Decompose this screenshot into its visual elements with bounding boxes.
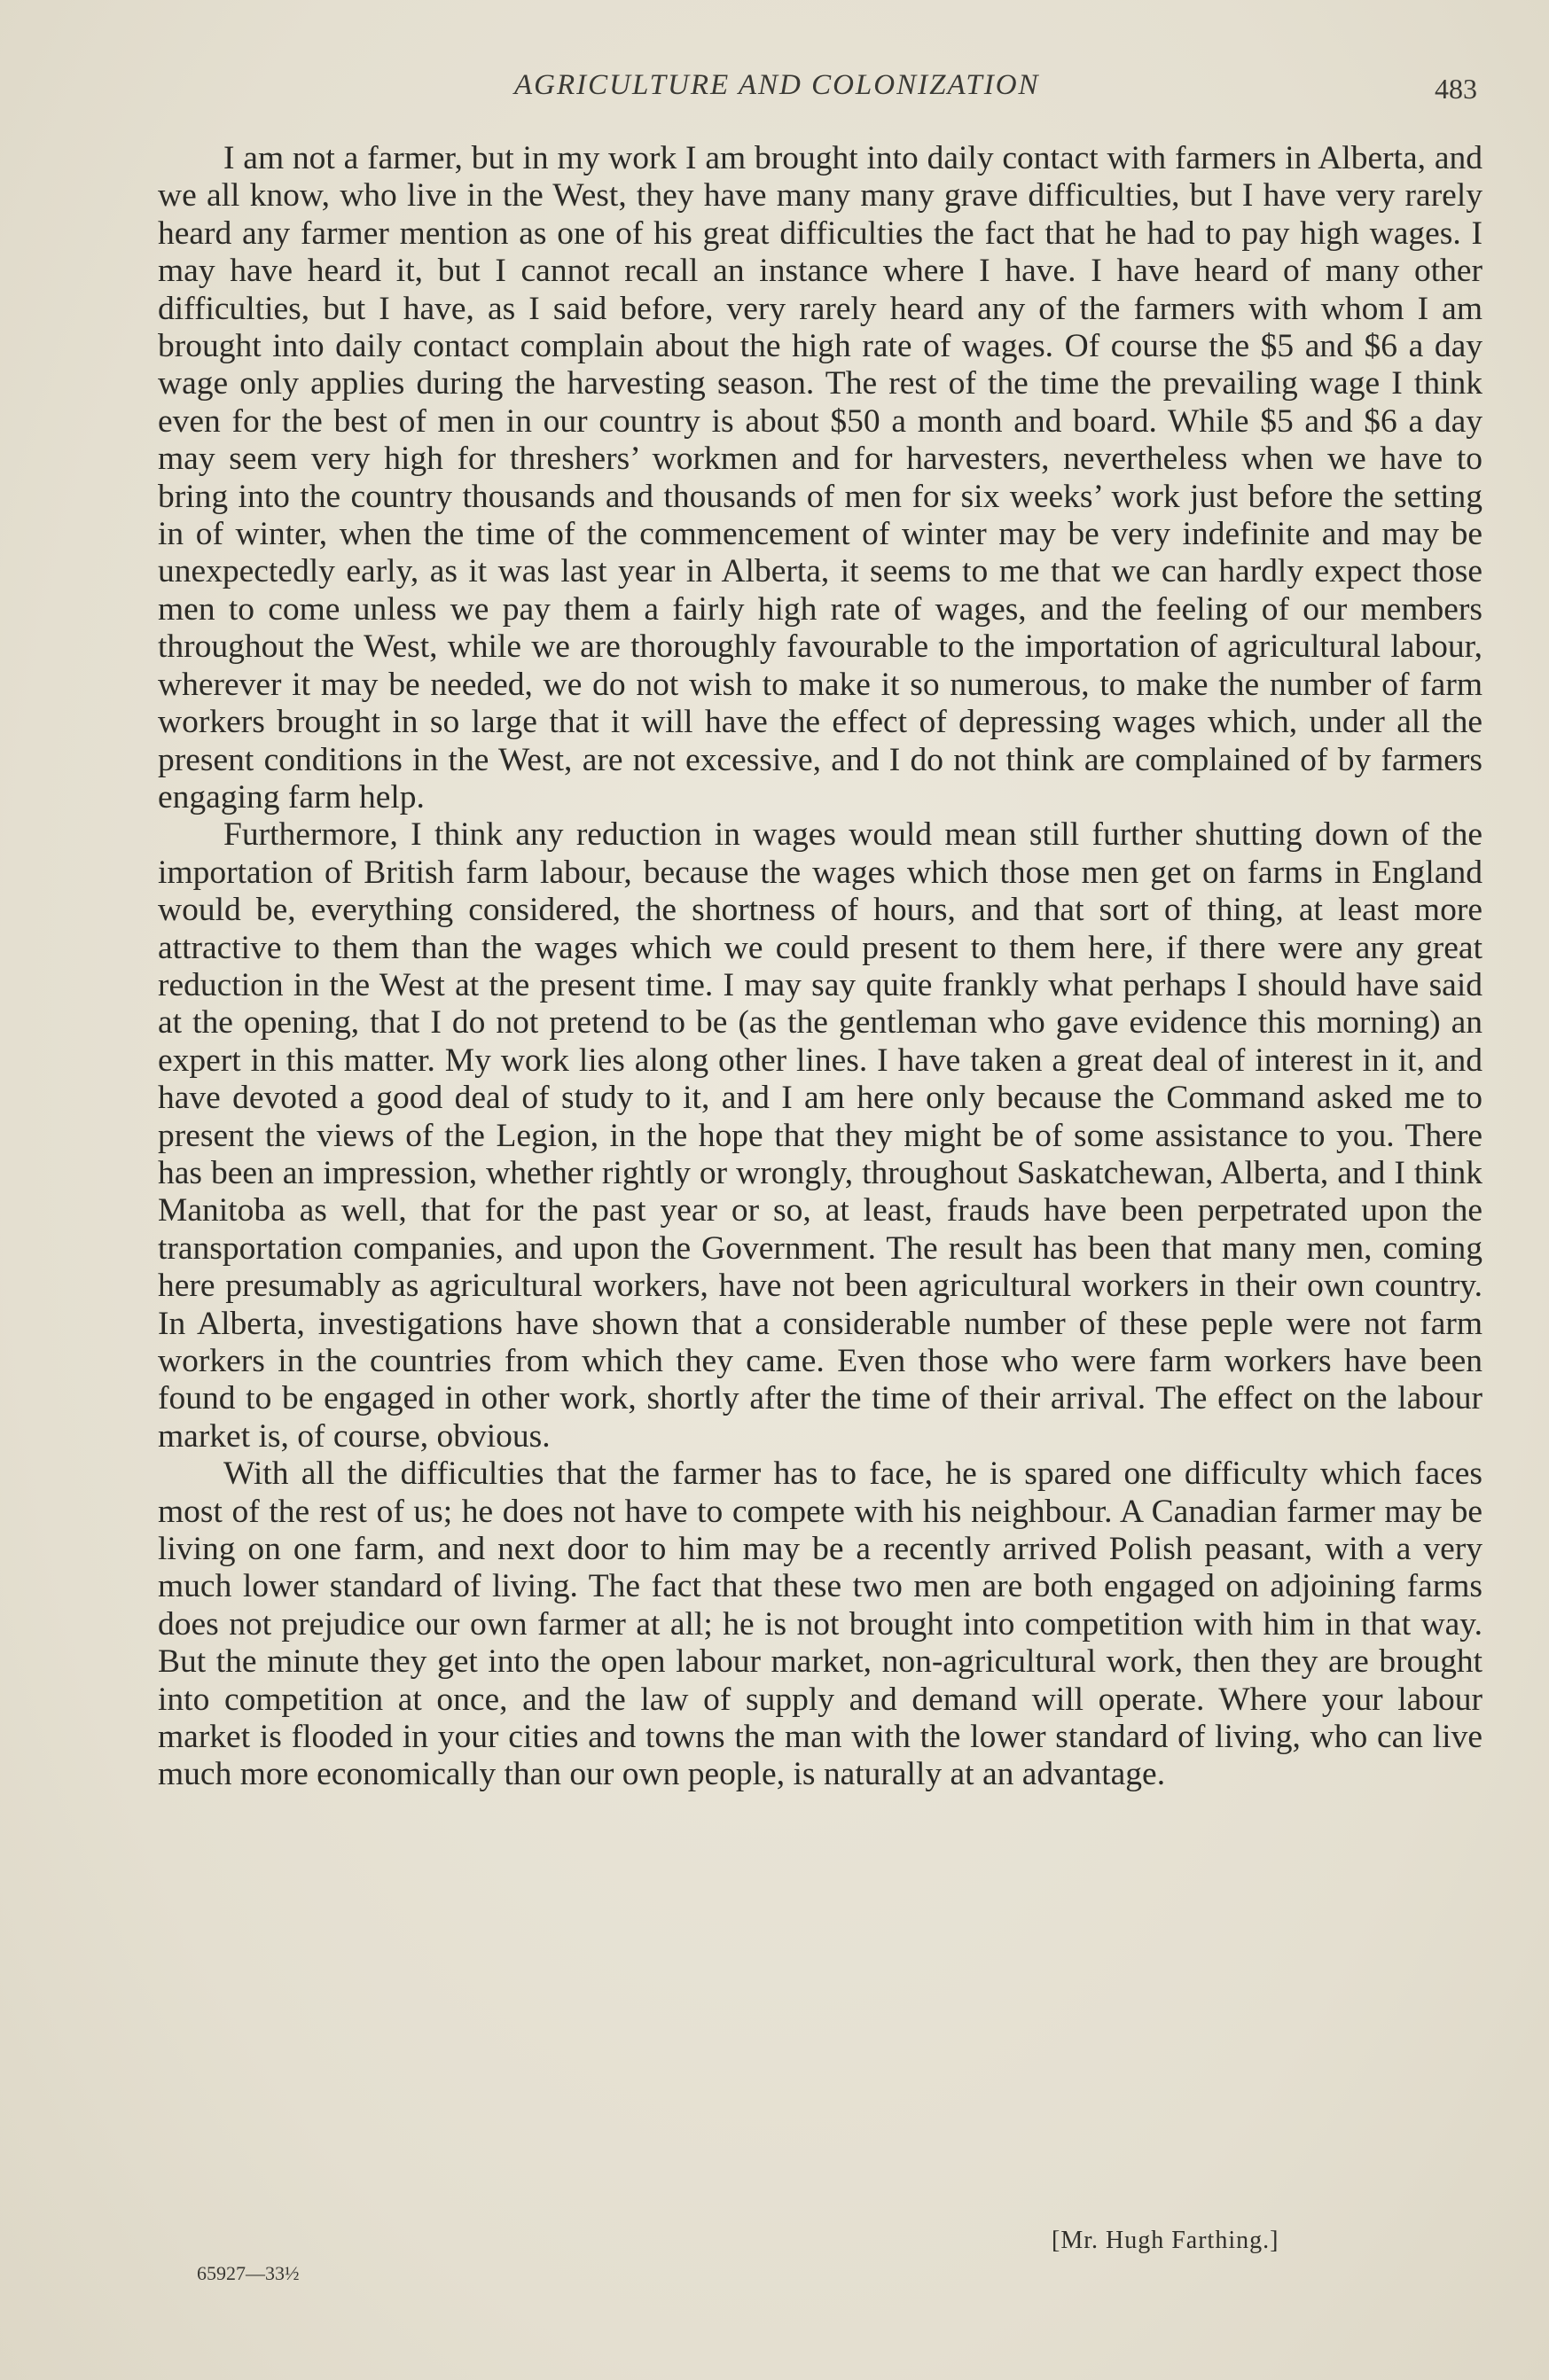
page-number: 483 <box>1435 73 1477 105</box>
print-code: 65927—33½ <box>197 2262 300 2284</box>
paragraph-3: With all the difficulties that the farmer has to face, he is spared one difficulty which faces most of the rest of us; he does not have to compete with his neighbour. A Canadian farmer may be living on one farm, and next door to him may be a recently arrived Polish peasant, with a very much lower standard of living. The fact that these two men are both engaged on adjoining farms does not prejudice our own farmer at all; he is not brought into competition with him in that way. But the minute they get into the open labour market, non-agricultural work, then they are brought into competition at once, and the law of supply and demand will operate. Where your labour market is flooded in your cities and towns the man with the lower standard of living, who can live much more economically than our own people, is naturally at an advantage. <box>158 1455 1483 1793</box>
speaker-attribution: [Mr. Hugh Farthing.] <box>1052 2227 1279 2254</box>
running-title: AGRICULTURE AND COLONIZATION <box>514 69 1040 101</box>
paragraph-1: I am not a farmer, but in my work I am brought into daily contact with farmers in Alberta, and we all know, who live in the West, they have many many grave difficulties, but I have very rarely heard any farmer mention as one of his great difficulties the fact that he had to pay high wages. I may have heard it, but I cannot recall an instance where I have. I have heard of many other difficulties, but I have, as I said before, very rarely heard any of the farmers with whom I am brought into daily contact complain about the high rate of wages. Of course the $5 and $6 a day wage only applies during the harvesting season. The rest of the time the prevailing wage I think even for the best of men in our country is about $50 a month and board. While $5 and $6 a day may seem very high for threshers’ workmen and for harvesters, nevertheless when we have to bring into the country thousands and thousands of men for six weeks’ work just before the setting in of winter, when the time of the commencement of winter may be very indefinite and may be unexpectedly early, as it was last year in Alberta, it seems to me that we can hardly expect those men to come unless we pay them a fairly high rate of wages, and the feeling of our members throughout the West, while we are thoroughly favourable to the importation of agricultural labour, wherever it may be needed, we do not wish to make it so numerous, to make the number of farm workers brought in so large that it will have the effect of depressing wages which, under all the present conditions in the West, are not excessive, and I do not think are complained of by farmers engaging farm help. <box>158 140 1483 815</box>
body-text <box>158 140 1483 1794</box>
paragraph-2: Furthermore, I think any reduction in wages would mean still further shutting down of the importation of British farm labour, because the wages which those men get on farms in England would be, everything considered, the shortness of hours, and that sort of thing, at least more attractive to them than the wages which we could present to them here, if there were any great reduction in the West at the present time. I may say quite frankly what perhaps I should have said at the opening, that I do not pretend to be (as the gentleman who gave evidence this morning) an expert in this matter. My work lies along other lines. I have taken a great deal of interest in it, and have devoted a good deal of study to it, and I am here only because the Command asked me to present the views of the Legion, in the hope that they might be of some assistance to you. There has been an impression, whether rightly or wrongly, throughout Saskatchewan, Alberta, and I think Manitoba as well, that for the past year or so, at least, frauds have been perpetrated upon the transportation companies, and upon the Government. The result has been that many men, coming here presumably as agricultural workers, have not been agricultural workers in their own country. In Alberta, investigations have shown that a considerable number of these peple were not farm workers in the countries from which they came. Even those who were farm workers have been found to be engaged in other work, shortly after the time of their arrival. The effect on the labour market is, of course, obvious. <box>158 816 1483 1455</box>
